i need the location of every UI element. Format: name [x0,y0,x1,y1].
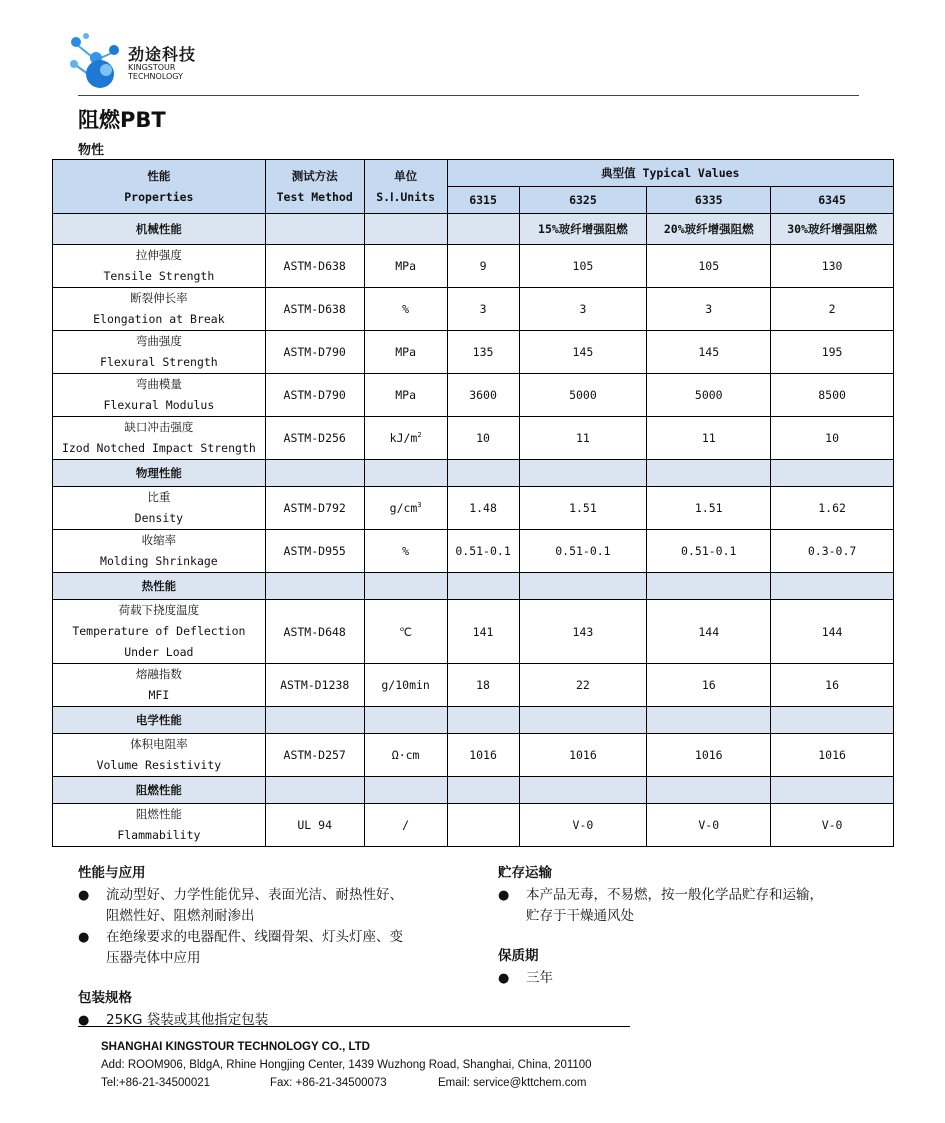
test-method: ASTM-D638 [265,288,364,331]
value-6325: V-0 [519,804,647,847]
property-en: Density [134,511,184,525]
value-6335: 5000 [647,374,771,417]
property-cn: 收缩率 [141,533,177,547]
table-row [53,245,894,288]
property-en-line1: Temperature of Deflection [72,624,246,638]
empty-cell [519,460,647,487]
category-row-electrical [53,707,894,734]
empty-cell [519,777,647,804]
property-cn: 拉伸强度 [135,248,182,262]
header-units [364,160,447,214]
value-6345: 130 [771,245,894,288]
value-6325: 11 [519,417,647,460]
test-method: ASTM-D257 [265,734,364,777]
value-6345: 0.3-0.7 [771,530,894,573]
unit: % [364,288,447,331]
unit-base: kJ/m [389,431,418,445]
category-row-mechanical [53,214,894,245]
value-6315: 3600 [447,374,519,417]
value-6315 [447,804,519,847]
packaging-title: 包装规格 [78,990,132,1006]
value-6315: 9 [447,245,519,288]
property-en: Izod Notched Impact Strength [61,441,256,455]
test-method: ASTM-D638 [265,245,364,288]
company-name: SHANGHAI KINGSTOUR TECHNOLOGY CO., LTD [101,1041,370,1053]
category-label: 阻燃性能 [53,777,266,804]
value-6325: 1016 [519,734,647,777]
unit: Ω·cm [364,734,447,777]
empty-cell [647,777,771,804]
property-name [53,734,266,777]
empty-cell [447,460,519,487]
header-method-cn: 测试方法 [291,168,338,183]
value-6325: 22 [519,664,647,707]
list-item [78,1010,268,1031]
empty-cell [265,707,364,734]
grade-6325: 6325 [519,187,647,214]
value-6335: 145 [647,331,771,374]
value-6345: V-0 [771,804,894,847]
property-cn: 弯曲模量 [135,377,182,391]
list-item [498,885,823,927]
category-label: 热性能 [53,573,266,600]
unit: / [364,804,447,847]
category-label: 物理性能 [53,460,266,487]
empty-cell [447,707,519,734]
applications-title: 性能与应用 [78,865,146,881]
table-row [53,530,894,573]
property-cn: 体积电阻率 [130,737,188,751]
value-6345: 1016 [771,734,894,777]
value-6325: 5000 [519,374,647,417]
empty-cell [771,707,894,734]
value-6325: 143 [519,600,647,664]
storage-title: 贮存运输 [498,865,552,881]
logo-mark-icon [66,30,126,90]
empty-cell [647,707,771,734]
test-method: ASTM-D648 [265,600,364,664]
unit: ℃ [364,600,447,664]
value-6315: 135 [447,331,519,374]
value-6345: 195 [771,331,894,374]
value-6315: 10 [447,417,519,460]
value-6335: 3 [647,288,771,331]
table-row [53,600,894,664]
property-name [53,374,266,417]
header-test-method [265,160,364,214]
value-6335: 11 [647,417,771,460]
value-6345: 144 [771,600,894,664]
value-6325: 0.51-0.1 [519,530,647,573]
list-item-line: 贮存于干燥通风处 [526,908,634,924]
value-6335: 0.51-0.1 [647,530,771,573]
property-en-line2: Under Load [124,645,194,659]
table-row [53,734,894,777]
test-method: ASTM-D790 [265,331,364,374]
list-item-line: 本产品无毒，不易燃，按一般化学品贮存和运输， [526,887,823,903]
value-6325: 145 [519,331,647,374]
empty-cell [447,777,519,804]
empty-cell [647,460,771,487]
value-6345: 16 [771,664,894,707]
value-6325: 105 [519,245,647,288]
value-6335: V-0 [647,804,771,847]
test-method: ASTM-D256 [265,417,364,460]
fax-number: Fax: +86-21-34500073 [270,1077,387,1089]
unit-base: g/cm [389,501,418,515]
property-name [53,245,266,288]
value-6345: 10 [771,417,894,460]
table-row [53,331,894,374]
list-item-line: 三年 [526,970,553,986]
bullet-icon: ● [498,888,510,903]
header-properties [53,160,266,214]
unit-superscript: 3 [417,501,422,510]
unit: MPa [364,331,447,374]
property-cn: 阻燃性能 [135,807,182,821]
list-item-line: 在绝缘要求的电器配件、线圈骨架、灯头灯座、变 [106,929,403,945]
empty-cell [265,573,364,600]
grade-desc [447,214,519,245]
bullet-icon: ● [498,971,510,986]
property-en: Volume Resistivity [96,758,222,772]
empty-cell [519,573,647,600]
properties-table [52,159,894,847]
property-cn: 缺口冲击强度 [124,420,194,434]
value-6345: 1.62 [771,487,894,530]
packaging-section [78,986,268,1031]
company-address: Add: ROOM906, BldgA, Rhine Hongjing Center, 1439 Wuzhong Road, Shanghai, China, 201100 [101,1059,592,1071]
logo-en-line1: KINGSTOUR [128,63,176,72]
value-6315: 141 [447,600,519,664]
value-6315: 18 [447,664,519,707]
property-en: Tensile Strength [103,269,215,283]
property-name [53,664,266,707]
email-address: Email: service@kttchem.com [438,1077,587,1089]
empty-cell [771,777,894,804]
table-row [53,487,894,530]
unit: g/10min [364,664,447,707]
table-row [53,288,894,331]
empty-cell [647,573,771,600]
header-properties-en: Properties [124,189,194,204]
unit-superscript: 2 [417,431,422,440]
value-6315: 1.48 [447,487,519,530]
document-title: 阻燃PBT [78,108,166,132]
empty-cell [265,777,364,804]
list-item-line: 流动型好、力学性能优异、表面光洁、耐热性好、 [106,887,403,903]
section-label-properties: 物性 [78,143,105,158]
logo-name-en [128,63,183,81]
bullet-icon: ● [78,888,90,903]
test-method: ASTM-D792 [265,487,364,530]
property-name [53,530,266,573]
category-row-thermal [53,573,894,600]
property-name [53,331,266,374]
empty-cell [364,707,447,734]
list-item [78,927,403,969]
value-6325: 1.51 [519,487,647,530]
table-row [53,374,894,417]
unit: MPa [364,245,447,288]
empty-cell [447,573,519,600]
footer-divider [78,1026,630,1027]
table-row [53,804,894,847]
footer [101,1038,592,1092]
list-item-line: 25KG 袋装或其他指定包装 [106,1012,269,1028]
property-en: Flammability [117,828,201,842]
property-cn: 熔融指数 [135,667,182,681]
value-6335: 105 [647,245,771,288]
bullet-icon: ● [78,930,90,945]
grade-6335: 6335 [647,187,771,214]
value-6315: 3 [447,288,519,331]
property-en: Elongation at Break [93,312,225,326]
property-en: MFI [148,688,170,702]
empty-cell [364,777,447,804]
list-item-line: 阻燃性好、阻燃剂耐渗出 [106,908,255,924]
test-method: ASTM-D790 [265,374,364,417]
test-method: ASTM-D955 [265,530,364,573]
category-row-flame [53,777,894,804]
shelf-life-title: 保质期 [498,948,539,964]
contact-line [101,1074,592,1092]
grade-desc: 30%玻纤增强阻燃 [771,214,894,245]
table-row [53,664,894,707]
list-item [78,885,403,927]
header-divider [78,95,859,96]
applications-section [78,861,403,969]
empty-cell [519,707,647,734]
grade-desc: 15%玻纤增强阻燃 [519,214,647,245]
unit [364,487,447,530]
list-item [498,968,553,989]
value-6335: 1.51 [647,487,771,530]
property-en: Flexural Modulus [103,398,215,412]
property-name [53,487,266,530]
property-cn: 荷载下挠度温度 [118,603,200,617]
grade-desc: 20%玻纤增强阻燃 [647,214,771,245]
empty-cell [771,573,894,600]
value-6335: 144 [647,600,771,664]
empty-cell [265,214,364,245]
property-cn: 断裂伸长率 [130,291,188,305]
category-label: 电学性能 [53,707,266,734]
empty-cell [364,573,447,600]
property-en: Flexural Strength [100,355,218,369]
header-unit-cn: 单位 [394,168,418,183]
header-unit-en: S.Ⅰ.Units [376,189,435,204]
test-method: ASTM-D1238 [265,664,364,707]
table-row [53,417,894,460]
property-name [53,804,266,847]
empty-cell [364,214,447,245]
storage-section [498,861,823,927]
logo-name-cn: 劲途科技 [128,45,197,64]
value-6335: 1016 [647,734,771,777]
grade-6315: 6315 [447,187,519,214]
empty-cell [265,460,364,487]
property-name [53,600,266,664]
value-6335: 16 [647,664,771,707]
header-method-en: Test Method [276,189,353,204]
category-row-physical [53,460,894,487]
value-6345: 2 [771,288,894,331]
table-header-row [53,160,894,187]
property-name [53,417,266,460]
value-6345: 8500 [771,374,894,417]
logo-en-line2: TECHNOLOGY [128,72,183,81]
empty-cell [771,460,894,487]
category-label: 机械性能 [53,214,266,245]
property-name [53,288,266,331]
property-cn: 比重 [147,490,171,504]
unit [364,417,447,460]
value-6315: 0.51-0.1 [447,530,519,573]
test-method: UL 94 [265,804,364,847]
value-6325: 3 [519,288,647,331]
empty-cell [364,460,447,487]
header-typical-values: 典型值 Typical Values [447,160,893,187]
company-logo [66,30,206,90]
header-properties-cn: 性能 [147,168,171,183]
property-cn: 弯曲强度 [135,334,182,348]
unit: MPa [364,374,447,417]
phone-number: Tel:+86-21-34500021 [101,1077,211,1089]
property-en: Molding Shrinkage [100,554,218,568]
value-6315: 1016 [447,734,519,777]
grade-6345: 6345 [771,187,894,214]
list-item-line: 压器壳体中应用 [106,950,201,966]
shelf-life-section [498,944,553,989]
unit: % [364,530,447,573]
bullet-icon: ● [78,1013,90,1028]
